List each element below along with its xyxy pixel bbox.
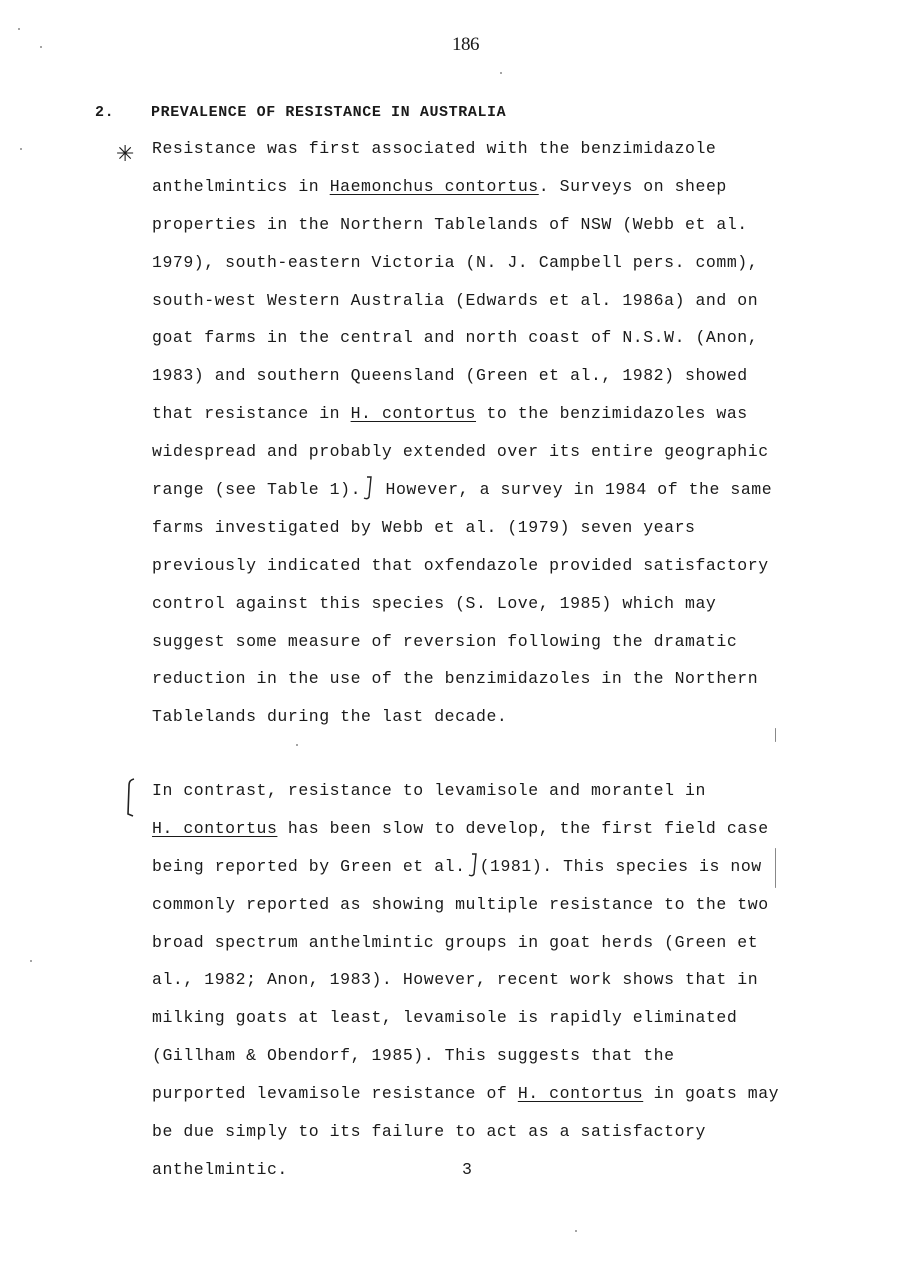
text-line — [152, 848, 852, 886]
text-line — [152, 623, 852, 661]
text-segment: be due simply to its failure to act as a satisfactory — [152, 1122, 706, 1142]
section-heading — [95, 104, 506, 121]
scan-speck — [775, 848, 776, 888]
paragraph-2 — [152, 772, 852, 1189]
scan-speck — [575, 1230, 577, 1232]
text-line — [152, 1113, 852, 1151]
text-segment: previously indicated that oxfendazole provided satisfactory — [152, 555, 769, 575]
text-line — [152, 395, 852, 433]
text-line — [152, 961, 852, 999]
text-segment: . Surveys on sheep — [538, 176, 727, 196]
text-line — [152, 999, 852, 1037]
text-segment: suggest some measure of reversion following the dramatic — [152, 631, 738, 651]
text-segment: control against this species (S. Love, 1985) which may — [152, 593, 717, 613]
text-segment: commonly reported as showing multiple resistance to the two — [152, 894, 769, 914]
text-line — [152, 433, 852, 471]
text-line — [152, 357, 852, 395]
text-segment: al., 1982; Anon, 1983). However, recent work shows that in — [152, 970, 759, 990]
text-line — [152, 206, 852, 244]
text-segment: 1983) and southern Queensland (Green et al., 1982) showed — [152, 366, 748, 386]
text-line — [152, 585, 852, 623]
text-line — [152, 698, 852, 736]
text-line — [152, 130, 852, 168]
text-segment: to the benzimidazoles was — [476, 404, 748, 424]
text-segment: in goats may — [643, 1084, 780, 1104]
text-line — [152, 772, 852, 810]
text-line — [152, 660, 852, 698]
species-name-underlined: H. contortus — [350, 404, 477, 424]
scan-speck — [20, 148, 22, 150]
handwritten-open-bracket — [124, 778, 136, 818]
text-line — [152, 547, 852, 585]
text-line — [152, 244, 852, 282]
text-segment: purported levamisole resistance of — [152, 1084, 518, 1104]
section-title: PREVALENCE OF RESISTANCE IN AUSTRALIA — [151, 104, 507, 121]
footnote-number: 3 — [462, 1160, 472, 1179]
text-segment: properties in the Northern Tablelands of NSW (Webb et al. — [152, 214, 748, 234]
text-segment: broad spectrum anthelmintic groups in goat herds (Green et — [152, 932, 759, 952]
handwritten-close-bracket — [468, 853, 478, 877]
text-line — [152, 319, 852, 357]
text-segment: Tablelands during the last decade. — [152, 707, 508, 727]
text-line — [152, 471, 852, 509]
scan-speck — [30, 960, 32, 962]
text-line — [152, 168, 852, 206]
paragraph-1 — [152, 130, 852, 736]
scan-speck — [18, 28, 20, 30]
text-line — [152, 924, 852, 962]
text-segment: milking goats at least, levamisole is rapidly eliminated — [152, 1008, 738, 1028]
species-name-underlined: Haemonchus contortus — [329, 176, 539, 196]
text-line — [152, 282, 852, 320]
text-segment: 1979), south-eastern Victoria (N. J. Campbell pers. comm), — [152, 252, 759, 272]
text-segment: In contrast, resistance to levamisole and morantel in — [152, 781, 706, 800]
text-segment: being reported by Green et al. — [152, 856, 466, 876]
species-name-underlined: H. contortus — [517, 1084, 644, 1104]
text-segment: (1981). This species is now — [479, 856, 762, 876]
text-line — [152, 1075, 852, 1113]
text-line — [152, 1037, 852, 1075]
text-segment: anthelmintics in — [152, 176, 330, 196]
text-segment: reduction in the use of the benzimidazoles in the Northern — [152, 669, 759, 689]
text-line — [152, 509, 852, 547]
text-segment: south-west Western Australia (Edwards et al. 1986a) and on — [152, 290, 759, 310]
text-segment: farms investigated by Webb et al. (1979) seven years — [152, 517, 696, 537]
text-segment: widespread and probably extended over its entire geographic — [152, 442, 769, 462]
section-number: 2. — [95, 104, 115, 121]
text-segment: Resistance was first associated with the benzimidazole — [152, 139, 717, 158]
text-segment: goat farms in the central and north coast of N.S.W. (Anon, — [152, 328, 759, 348]
text-segment: that resistance in — [152, 404, 351, 424]
text-segment: anthelmintic. — [152, 1159, 288, 1179]
species-name-underlined: H. contortus — [152, 818, 278, 838]
text-segment: range (see Table 1). — [152, 480, 362, 500]
text-line — [152, 1151, 852, 1189]
text-segment: (Gillham & Obendorf, 1985). This suggests that the — [152, 1046, 675, 1066]
scan-speck — [775, 728, 776, 742]
text-segment: However, a survey in 1984 of the same — [375, 480, 773, 500]
text-line — [152, 810, 852, 848]
scan-speck — [40, 46, 42, 48]
scan-speck — [500, 72, 502, 74]
scan-speck — [296, 744, 298, 746]
text-segment: has been slow to develop, the first field case — [277, 818, 769, 838]
asterisk-margin-mark: ✳ — [116, 142, 135, 167]
page-number: 186 — [452, 34, 479, 55]
handwritten-close-bracket — [363, 476, 373, 500]
text-line — [152, 886, 852, 924]
